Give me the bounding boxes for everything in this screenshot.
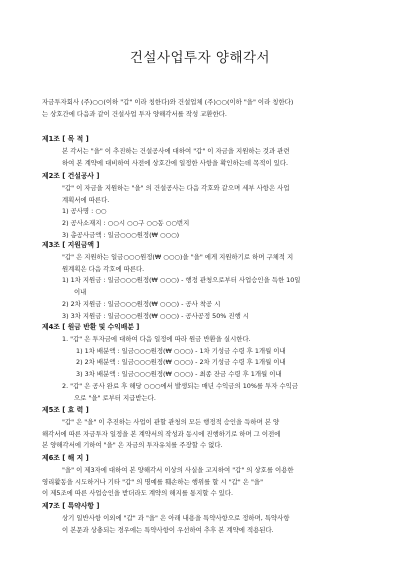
article-number: 제6조 <box>42 454 60 462</box>
list-item: 2. "갑" 은 공사 완료 후 해당 ○○○에서 발생되는 매년 수익금의 10%를 투자 수익금 <box>62 381 298 390</box>
sub-list-item: 1) 1차 배분액 : 일금○○○원정(₩ ○○○) - 1차 기성금 수령 후 1개월 이내 <box>76 346 286 355</box>
list-item-continuation: 으로 "을" 로부터 지급받는다. <box>74 393 156 402</box>
article-heading <box>42 134 368 146</box>
article-text: "을" 이 제3자에 대하여 본 양해각서 이상의 사실을 고지하여 "갑" 의 상호를 이용한 <box>62 465 294 474</box>
article-heading <box>42 171 368 183</box>
list-item: 3) 3차 지원금 : 일금○○○원정(₩ ○○○) - 공사공정 50% 진행 시 <box>62 311 249 320</box>
article-text: 이 제5조에 따른 사업승인을 받더라도 계약의 해지를 통지할 수 있다. <box>42 489 234 498</box>
article-heading <box>42 405 368 417</box>
article-4 <box>42 322 368 405</box>
article-text: 해각서에 따른 자금투자 일정을 본 계약서의 작성과 동시에 진행하기로 하며 그 이전에 <box>42 429 281 438</box>
article-text: 상기 일반사항 이외에 "갑" 과 "을" 은 아래 내용을 특약사항으로 정하며, 특약사항 <box>62 513 290 522</box>
article-title: [ 목 적 ] <box>62 135 89 143</box>
article-number: 제4조 <box>42 323 60 331</box>
list-item: 2) 공사소재지 : ○○시 ○○구 ○○동 ○○번지 <box>62 219 190 228</box>
article-number: 제7조 <box>42 502 60 510</box>
document-title: 건설사업투자 양해각서 <box>129 50 271 66</box>
list-item-continuation: 이내 <box>74 288 87 297</box>
sub-list-item: 2) 2차 배분액 : 일금○○○원정(₩ ○○○) - 2차 기성금 수령 후 1개월 이내 <box>76 358 286 367</box>
article-title: [ 효 력 ] <box>62 406 89 414</box>
article-title: [ 해 지 ] <box>62 454 89 462</box>
article-number: 제2조 <box>42 172 60 180</box>
article-heading <box>42 322 368 334</box>
article-heading <box>42 240 368 252</box>
intro-line: 자금투자회사 (주)○○(이하 "갑" 이라 칭한다)와 건설업체 (주)○○(이하 "을" 이라 칭한다) <box>42 98 294 106</box>
list-item: 2) 2차 지원금 : 일금○○○원정(₩ ○○○) - 공사 착공 시 <box>62 299 221 308</box>
article-text: 영리활동을 시도하거나 기타 "갑" 의 명예를 훼손하는 행위를 할 시 "갑" 은 "을" <box>42 477 264 486</box>
article-title: [ 원금 반환 및 수익배분 ] <box>62 323 140 331</box>
article-3 <box>42 240 368 323</box>
sub-list-item: 3) 3차 배분액 : 일금○○○원정(₩ ○○○) - 최종 잔금 수령 후 1개월 이내 <box>76 370 282 379</box>
article-7 <box>42 501 368 536</box>
article-text: 본 양해각서에 기하여 "을" 은 자금의 투자유치를 주장할 수 없다. <box>42 441 223 450</box>
list-item: 1. "갑" 은 투자금에 대하여 다음 일정에 따라 원금 반환을 실시한다. <box>62 334 251 343</box>
article-text: "갑" 이 자금을 지원하는 "을" 의 건설공사는 다음 각호와 같으며 세부 사항은 사업 <box>62 183 290 192</box>
article-2 <box>42 171 368 242</box>
article-heading <box>42 501 368 513</box>
list-item: 3) 총공사금액 : 일금○○○원정(₩ ○○○) <box>62 230 180 239</box>
article-number: 제3조 <box>42 241 60 249</box>
article-text: 이 본문과 상충되는 경우에는 특약사항이 우선하여 추후 본 계약에 적용된다. <box>62 525 274 534</box>
article-text: 계획서에 따른다. <box>62 195 110 204</box>
intro-line: 는 상호간에 다음과 같이 건설사업 투자 양해각서를 작성 교환한다. <box>42 109 227 118</box>
article-heading <box>42 453 368 465</box>
article-number: 제5조 <box>42 406 60 414</box>
list-item: 1) 1차 지원금 : 일금○○○원정(₩ ○○○) - 행정 관청으로부터 사업승인을 득한 10일 <box>62 276 301 285</box>
article-1 <box>42 134 368 169</box>
article-text: 원계획은 다음 각호에 따른다. <box>62 264 145 273</box>
article-title: [ 지원금액 ] <box>62 241 100 249</box>
article-text: 하여 본 계약에 대비하여 사전에 상호간에 일정한 사항을 확인하는데 목적이 있다. <box>62 158 289 167</box>
article-title: [ 특약사항 ] <box>62 502 100 510</box>
list-item: 1) 공사명 : ○○ <box>62 207 107 216</box>
article-5 <box>42 405 368 452</box>
article-text: "갑" 은 "을" 이 추진하는 사업이 관할 관청의 모든 행정적 승인을 득하며 본 양 <box>62 417 280 426</box>
article-number: 제1조 <box>42 135 60 143</box>
intro-paragraph <box>42 97 368 120</box>
article-text: "갑" 은 지원하는 일금○○○원정(₩ ○○○)을 "을" 에게 지원하기로 하며 구체적 지 <box>62 252 294 261</box>
article-text: 본 각서는 "을" 이 추진하는 건설공사에 대하여 "갑" 이 자금을 지원하는 것과 관련 <box>62 146 290 155</box>
article-6 <box>42 453 368 500</box>
article-title: [ 건설공사 ] <box>62 172 100 180</box>
